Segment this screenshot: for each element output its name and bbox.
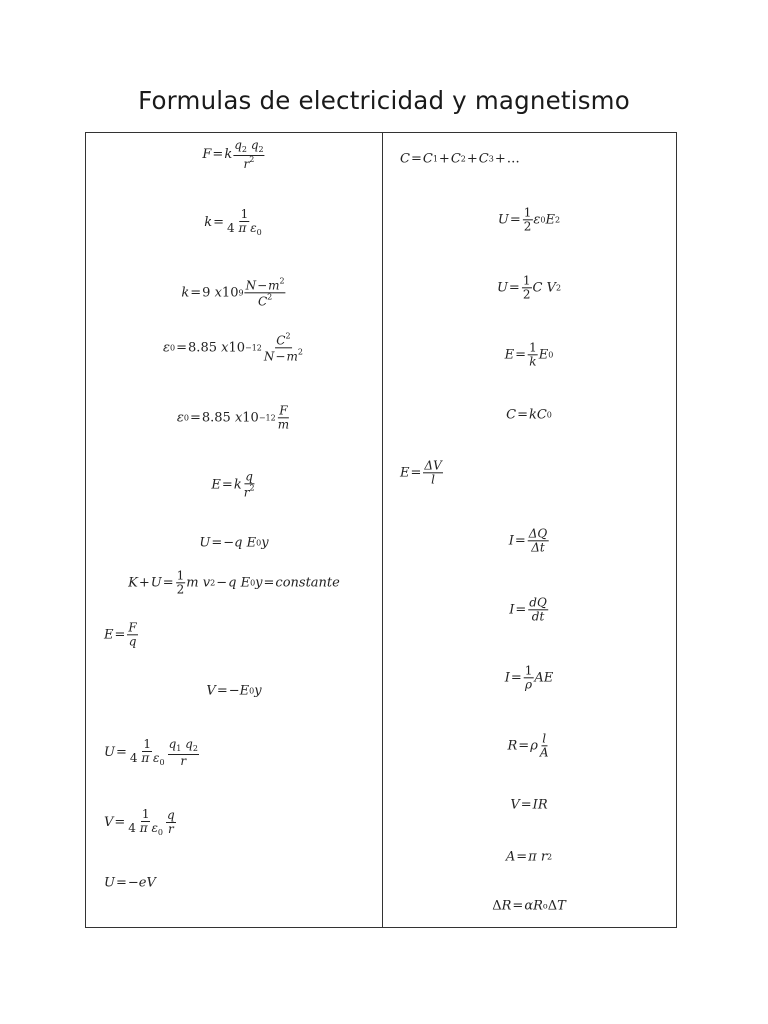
formula-field-gradient: E = $\frac{\Delta V}{l}$ [400,458,442,487]
formula-current-resistivity: I = $\frac{1}{\rho}$ AE [504,663,554,692]
formula-capacitor-energy: U = $\frac{1}{2}$ C V 2 [496,273,562,302]
formula-dielectric-field: E = $\frac{1}{k}$ E 0 [504,340,554,369]
formula-potential-energy-uniform: U = −q E 0 y [199,535,269,551]
formula-ohms-law: V = IR [510,797,548,813]
formula-field-point-charge: E = k $\frac{q}{r^2}$ [211,469,255,500]
formula-field-force: E = $\frac{F}{q}$ [104,620,137,649]
formula-current-average: I = $\frac{\Delta Q}{\Delta t}$ [508,526,548,555]
formula-energy-conservation: K + U = $\frac{1}{2}$ m v 2 − q E 0 y = constante [128,568,340,597]
formula-coulomb-force: F = k $\frac{q_2 q_2}{r^2}$ [202,138,264,171]
formula-epsilon0-c2: ε 0 = 8.85 x 10 −12 $\frac{C^2}{N-m^2}$ [163,331,303,364]
formula-energy-density: U = $\frac{1}{2}$ ε 0 E 2 [497,205,561,234]
formula-potential-energy-charges: U = $\frac{1}{4 \pi \varepsilon_0}$ $\frac{q_1 q_2}{r}$ [104,737,198,768]
column-divider [382,133,383,927]
formula-resistance-temperature: Δ R = αR o Δ T [492,898,566,914]
page-title: Formulas de electricidad y magnetismo [138,86,630,115]
formula-table [85,132,677,928]
formula-capacitors-parallel: C = C 1 + C 2 + C 3 + … [400,151,520,167]
formula-resistance: R = ρ $\frac{l}{A}$ [507,731,549,760]
formula-current-instant: I = $\frac{dQ}{dt}$ [509,595,547,624]
formula-potential-point-charge: V = $\frac{1}{4 \pi \varepsilon_0}$ $\frac{q}{r}$ [104,807,175,838]
formula-area-circle: A = π r 2 [505,849,553,865]
formula-epsilon0-fm: ε 0 = 8.85 x 10 −12 $\frac{F}{m}$ [176,403,290,432]
formula-dielectric-capacitance: C = kC 0 [506,407,552,423]
formula-electron-energy: U = −eV [104,875,156,891]
formula-k-definition: k = $\frac{1}{4 \pi \varepsilon_0}$ [204,207,262,238]
formula-k-value: k = 9 x 10 9 $\frac{N-m^2}{C^2}$ [181,276,285,309]
formula-potential-uniform: V = −E 0 y [206,683,262,699]
